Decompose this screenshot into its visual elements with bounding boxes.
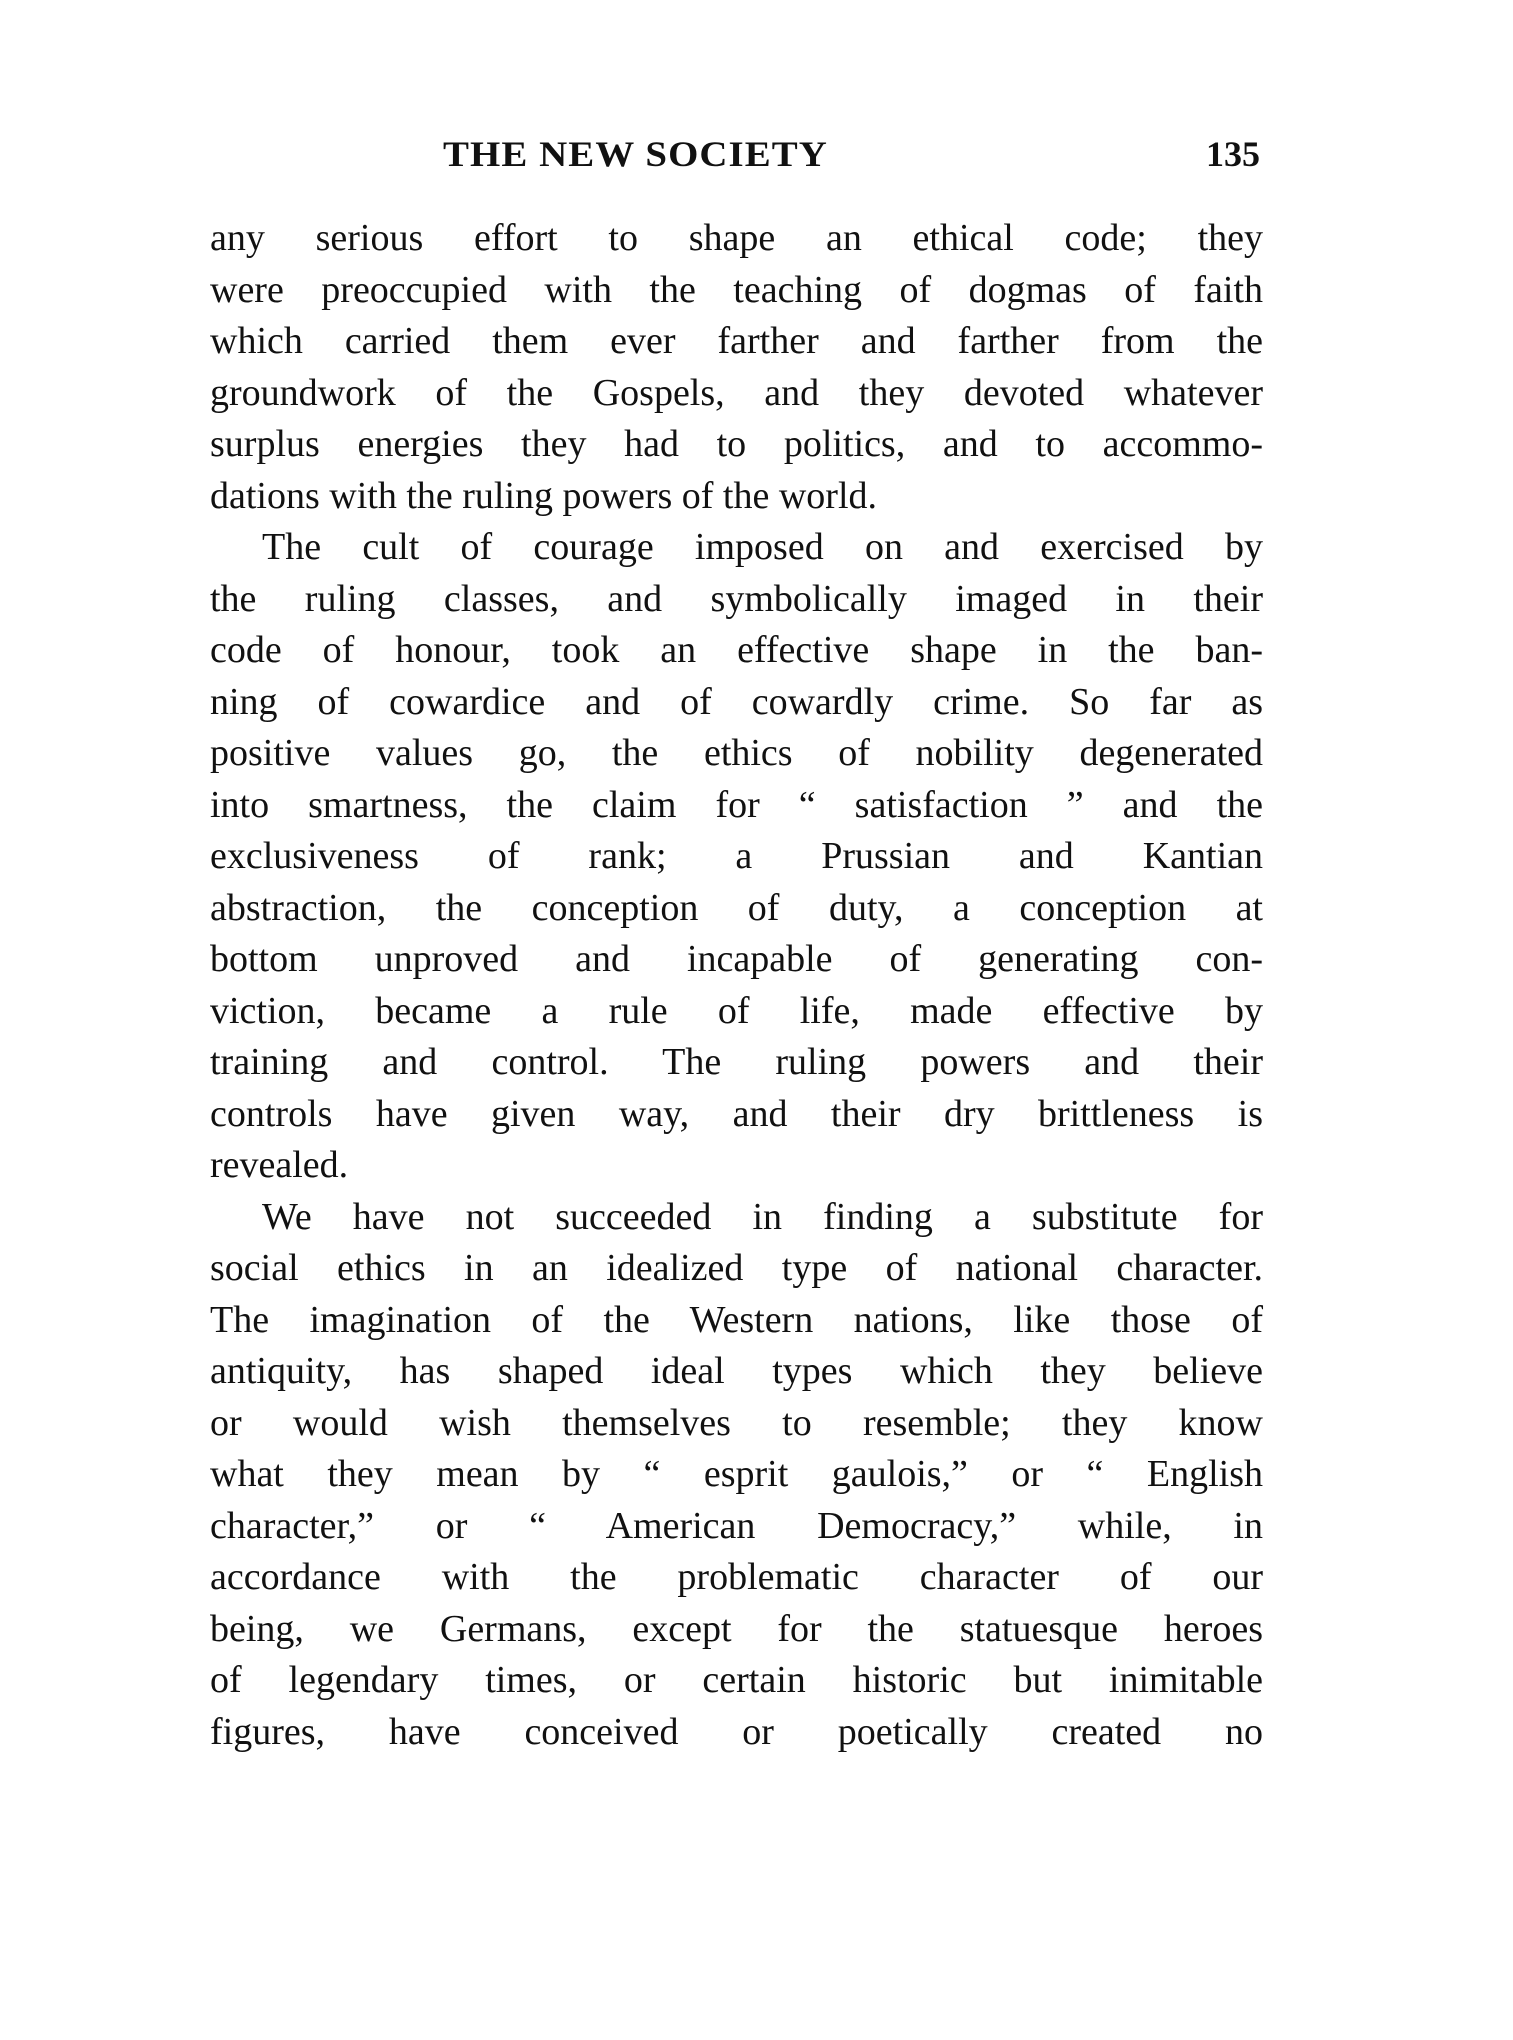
paragraph-start-line: The cult of courage imposed on and exercised by <box>262 526 1263 568</box>
text-line: revealed. <box>210 1144 349 1186</box>
text-line: training and control. The ruling powers and their <box>210 1041 1263 1083</box>
text-line: surplus energies they had to politics, and to accommo- <box>210 423 1263 465</box>
text-line: exclusiveness of rank; a Prussian and Kantian <box>210 835 1263 877</box>
text-line: viction, became a rule of life, made effective by <box>210 989 1263 1032</box>
text-line: antiquity, has shaped ideal types which they believe <box>210 1350 1263 1392</box>
text-line: ning of cowardice and of cowardly crime. So far as <box>210 680 1263 723</box>
page-header <box>210 133 1260 183</box>
text-line: or would wish themselves to resemble; they know <box>210 1401 1263 1444</box>
running-title: THE NEW SOCIETY <box>443 134 828 174</box>
text-line: The imagination of the Western nations, like those of <box>210 1298 1263 1341</box>
text-line: positive values go, the ethics of nobility degenerated <box>210 732 1263 774</box>
text-line: groundwork of the Gospels, and they devoted whatever <box>210 371 1263 414</box>
text-line: being, we Germans, except for the statuesque heroes <box>210 1607 1263 1650</box>
text-line: code of honour, took an effective shape in the ban- <box>210 629 1263 671</box>
text-line: controls have given way, and their dry brittleness is <box>210 1092 1263 1135</box>
text-line: accordance with the problematic character of our <box>210 1556 1263 1598</box>
text-line: were preoccupied with the teaching of dogmas of faith <box>210 268 1263 311</box>
text-line: which carried them ever farther and farther from the <box>210 320 1263 362</box>
text-line: dations with the ruling powers of the world. <box>210 474 878 517</box>
text-line: of legendary times, or certain historic but inimitable <box>210 1659 1263 1701</box>
text-line: social ethics in an idealized type of national character. <box>210 1247 1263 1289</box>
body-text <box>210 213 1263 1758</box>
text-line: into smartness, the claim for “ satisfaction ” and the <box>210 783 1263 826</box>
text-line: bottom unproved and incapable of generating con- <box>210 938 1263 980</box>
page-number: 135 <box>1206 134 1260 174</box>
text-line: abstraction, the conception of duty, a conception at <box>210 886 1263 929</box>
text-line: figures, have conceived or poetically created no <box>210 1710 1263 1753</box>
text-line: any serious effort to shape an ethical code; they <box>210 217 1263 259</box>
paragraph-start-line: We have not succeeded in finding a substitute for <box>262 1195 1263 1238</box>
text-line: what they mean by “ esprit gaulois,” or “ English <box>210 1453 1263 1495</box>
text-line: character,” or “ American Democracy,” while, in <box>210 1504 1263 1547</box>
text-line: the ruling classes, and symbolically imaged in their <box>210 577 1263 620</box>
